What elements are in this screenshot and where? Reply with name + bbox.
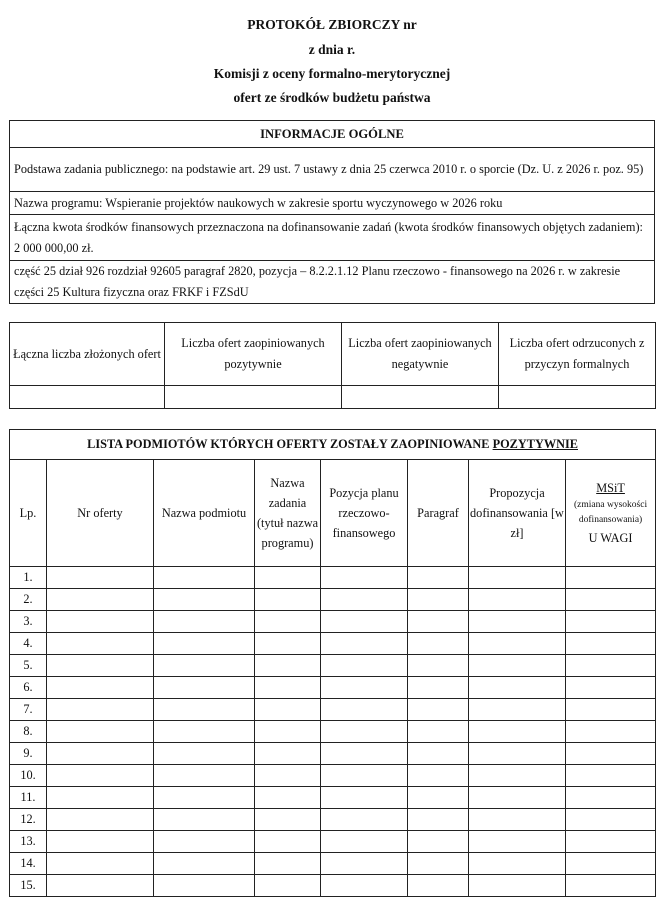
table-cell	[154, 765, 255, 787]
table-cell	[154, 721, 255, 743]
table-cell	[566, 831, 656, 853]
table-cell	[154, 611, 255, 633]
table-cell	[47, 853, 154, 875]
col-lp: Lp.	[10, 460, 47, 567]
msit-label: MSiT	[596, 481, 625, 495]
table-row	[10, 875, 656, 897]
table-cell	[154, 677, 255, 699]
table-cell	[408, 677, 469, 699]
table-cell	[469, 677, 566, 699]
table-cell	[154, 831, 255, 853]
msit-remarks: U WAGI	[588, 531, 633, 545]
table-cell	[47, 589, 154, 611]
table-row	[10, 809, 656, 831]
table-cell	[469, 567, 566, 589]
table-cell	[321, 655, 408, 677]
table-cell	[154, 875, 255, 897]
col-task-name: Nazwa zadania (tytuł nazwa programu)	[255, 460, 321, 567]
total-amount: Łączna kwota środków finansowych przeznaczona na dofinansowanie zadań (kwota środków finansowych objętych zadaniem): 2 000 000,00 zł.	[10, 215, 655, 261]
table-cell	[321, 677, 408, 699]
table-cell	[408, 589, 469, 611]
table-cell	[255, 655, 321, 677]
offers-source: ofert ze środków budżetu państwa	[233, 90, 431, 105]
table-row	[10, 765, 656, 787]
table-cell	[154, 699, 255, 721]
row-number: 6.	[10, 677, 47, 699]
table-cell	[321, 743, 408, 765]
protocol-title: PROTOKÓŁ ZBIORCZY nr	[247, 17, 417, 32]
table-cell	[47, 567, 154, 589]
table-cell	[469, 743, 566, 765]
header-negative-offers: Liczba ofert zaopiniowanych negatywnie	[342, 323, 499, 386]
row-number: 13.	[10, 831, 47, 853]
table-cell	[408, 765, 469, 787]
offers-summary-table	[9, 322, 656, 409]
col-msit	[566, 460, 656, 567]
table-cell	[566, 765, 656, 787]
table-cell	[154, 743, 255, 765]
table-cell	[408, 633, 469, 655]
table-row	[10, 655, 656, 677]
table-cell	[469, 765, 566, 787]
table-row	[10, 611, 656, 633]
row-number: 8.	[10, 721, 47, 743]
table-cell	[154, 787, 255, 809]
table-cell	[321, 787, 408, 809]
table-row	[10, 831, 656, 853]
row-number: 4.	[10, 633, 47, 655]
table-cell	[47, 875, 154, 897]
legal-basis: Podstawa zadania publicznego: na podstawie art. 29 ust. 7 ustawy z dnia 25 czerwca 2010 r. o sporcie (Dz. U. z 2026 r. poz. 95)	[10, 148, 655, 192]
table-cell	[321, 853, 408, 875]
table-cell	[566, 589, 656, 611]
table-cell	[408, 699, 469, 721]
table-cell	[47, 831, 154, 853]
table-cell	[255, 589, 321, 611]
table-cell	[47, 633, 154, 655]
msit-note: (zmiana wysokości dofinansowania)	[574, 500, 648, 525]
table-cell	[321, 831, 408, 853]
row-number: 3.	[10, 611, 47, 633]
table-cell	[154, 567, 255, 589]
row-number: 9.	[10, 743, 47, 765]
table-cell	[469, 611, 566, 633]
table-cell	[469, 633, 566, 655]
table-cell	[408, 787, 469, 809]
table-row	[10, 853, 656, 875]
summary-cell	[10, 386, 165, 409]
col-proposed-funding: Propozycja dofinansowania [w zł]	[469, 460, 566, 567]
table-cell	[47, 743, 154, 765]
table-cell	[566, 875, 656, 897]
table-row	[10, 787, 656, 809]
table-cell	[47, 721, 154, 743]
table-row	[10, 677, 656, 699]
table-cell	[47, 765, 154, 787]
table-cell	[469, 809, 566, 831]
table-cell	[566, 567, 656, 589]
table-cell	[469, 831, 566, 853]
table-cell	[408, 809, 469, 831]
row-number: 10.	[10, 765, 47, 787]
row-number: 11.	[10, 787, 47, 809]
table-cell	[255, 831, 321, 853]
table-row	[10, 699, 656, 721]
table-cell	[408, 611, 469, 633]
summary-cell	[499, 386, 656, 409]
table-cell	[255, 633, 321, 655]
table-cell	[566, 787, 656, 809]
table-cell	[47, 699, 154, 721]
table-cell	[321, 633, 408, 655]
row-number: 5.	[10, 655, 47, 677]
table-cell	[321, 567, 408, 589]
table-cell	[321, 765, 408, 787]
protocol-date: z dnia r.	[308, 42, 356, 57]
col-offer-number: Nr oferty	[47, 460, 154, 567]
table-cell	[408, 875, 469, 897]
table-cell	[469, 875, 566, 897]
table-cell	[47, 677, 154, 699]
table-row	[10, 567, 656, 589]
general-info-table	[9, 120, 655, 304]
table-cell	[154, 589, 255, 611]
table-row	[10, 589, 656, 611]
table-cell	[47, 787, 154, 809]
col-plan-position: Pozycja planu rzeczowo-finansowego	[321, 460, 408, 567]
table-cell	[469, 721, 566, 743]
table-cell	[469, 589, 566, 611]
table-cell	[255, 875, 321, 897]
general-info-heading: INFORMACJE OGÓLNE	[10, 121, 655, 148]
table-cell	[255, 853, 321, 875]
table-cell	[255, 721, 321, 743]
table-cell	[47, 611, 154, 633]
header-rejected-offers: Liczba ofert odrzuconych z przyczyn formalnych	[499, 323, 656, 386]
table-cell	[566, 721, 656, 743]
table-cell	[255, 699, 321, 721]
table-cell	[47, 809, 154, 831]
table-row	[10, 633, 656, 655]
table-cell	[408, 743, 469, 765]
table-cell	[154, 853, 255, 875]
table-cell	[469, 699, 566, 721]
table-cell	[321, 809, 408, 831]
table-cell	[255, 567, 321, 589]
table-cell	[566, 853, 656, 875]
budget-classification: część 25 dział 926 rozdział 92605 paragraf 2820, pozycja – 8.2.2.1.12 Planu rzeczowo - finansowego na 2026 r. w zakresie części 25 Kultura fizyczna oraz FRKF i FZSdU	[10, 261, 655, 304]
row-number: 14.	[10, 853, 47, 875]
table-cell	[566, 677, 656, 699]
table-cell	[408, 831, 469, 853]
row-number: 12.	[10, 809, 47, 831]
table-cell	[255, 809, 321, 831]
table-cell	[469, 787, 566, 809]
table-cell	[255, 743, 321, 765]
table-cell	[154, 633, 255, 655]
row-number: 15.	[10, 875, 47, 897]
table-cell	[566, 699, 656, 721]
table-cell	[408, 721, 469, 743]
table-cell	[566, 611, 656, 633]
table-cell	[566, 633, 656, 655]
table-row	[10, 743, 656, 765]
table-cell	[408, 853, 469, 875]
summary-cell	[165, 386, 342, 409]
row-number: 7.	[10, 699, 47, 721]
table-cell	[408, 567, 469, 589]
table-cell	[321, 611, 408, 633]
table-row	[10, 721, 656, 743]
positive-list-title: LISTA PODMIOTÓW KTÓRYCH OFERTY ZOSTAŁY ZAOPINIOWANE POZYTYWNIE	[10, 430, 656, 460]
header-positive-offers: Liczba ofert zaopiniowanych pozytywnie	[165, 323, 342, 386]
summary-cell	[342, 386, 499, 409]
col-paragraph: Paragraf	[408, 460, 469, 567]
table-cell	[321, 589, 408, 611]
table-cell	[321, 721, 408, 743]
table-cell	[255, 765, 321, 787]
row-number: 1.	[10, 567, 47, 589]
row-number: 2.	[10, 589, 47, 611]
positive-offers-table	[9, 429, 656, 897]
table-cell	[566, 743, 656, 765]
table-cell	[154, 809, 255, 831]
table-cell	[321, 875, 408, 897]
table-cell	[469, 853, 566, 875]
table-cell	[469, 655, 566, 677]
table-cell	[321, 699, 408, 721]
table-cell	[255, 611, 321, 633]
table-cell	[566, 655, 656, 677]
col-entity-name: Nazwa podmiotu	[154, 460, 255, 567]
table-cell	[408, 655, 469, 677]
table-cell	[255, 787, 321, 809]
table-cell	[47, 655, 154, 677]
table-cell	[154, 655, 255, 677]
table-cell	[566, 809, 656, 831]
header-total-offers: Łączna liczba złożonych ofert	[10, 323, 165, 386]
program-name: Nazwa programu: Wspieranie projektów naukowych w zakresie sportu wyczynowego w 2026 roku	[10, 192, 655, 215]
commission-name: Komisji z oceny formalno-merytorycznej	[213, 66, 451, 81]
table-cell	[255, 677, 321, 699]
